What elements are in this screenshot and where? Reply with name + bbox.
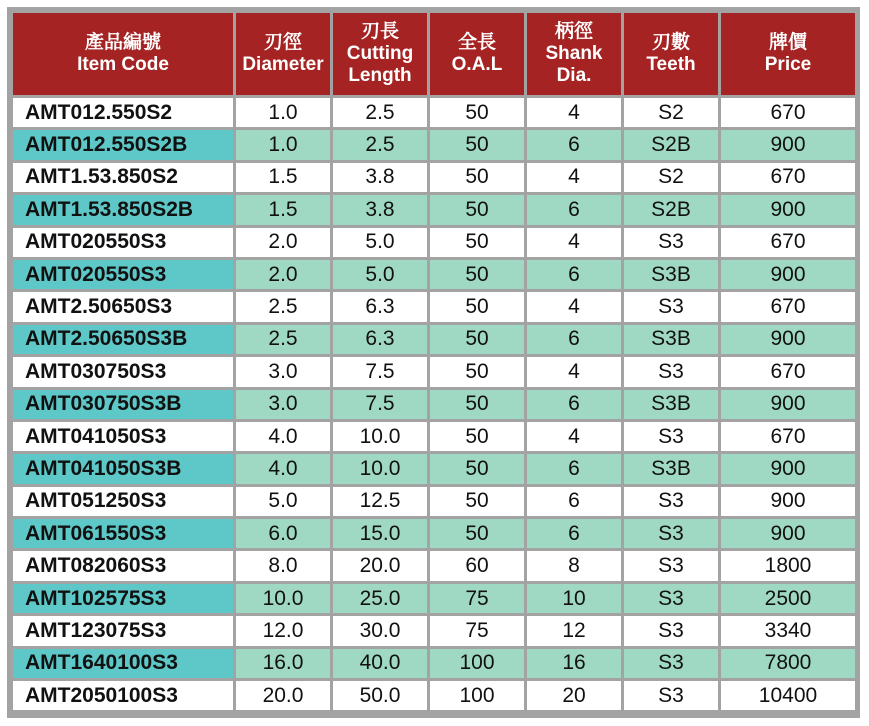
- cutting-length-cell: 25.0: [333, 584, 427, 613]
- price-table: [10, 10, 858, 713]
- header-label-en: Shank: [545, 43, 603, 64]
- price-cell: 7800: [721, 649, 855, 678]
- item-code-cell: AMT2.50650S3: [13, 292, 233, 321]
- table-row: [13, 681, 855, 710]
- teeth-cell: S3: [624, 551, 718, 580]
- teeth-cell: S2: [624, 98, 718, 127]
- oal-cell: 50: [430, 325, 524, 354]
- header-label-en-2: Dia.: [556, 65, 592, 86]
- cutting-length-cell: 2.5: [333, 130, 427, 159]
- shank-dia-cell: 16: [527, 649, 621, 678]
- header-label-zh: 產品編號: [84, 32, 161, 53]
- oal-cell: 50: [430, 422, 524, 451]
- shank-dia-cell: 4: [527, 228, 621, 257]
- shank-dia-cell: 4: [527, 422, 621, 451]
- diameter-cell: 1.0: [236, 130, 330, 159]
- shank-dia-cell: 6: [527, 260, 621, 289]
- shank-dia-cell: 4: [527, 98, 621, 127]
- teeth-cell: S2B: [624, 195, 718, 224]
- table-row: [13, 616, 855, 645]
- table-row: [13, 584, 855, 613]
- header-price: [721, 13, 855, 95]
- teeth-cell: S3: [624, 616, 718, 645]
- cutting-length-cell: 20.0: [333, 551, 427, 580]
- item-code-cell: AMT020550S3: [13, 228, 233, 257]
- diameter-cell: 2.0: [236, 228, 330, 257]
- table-row: [13, 649, 855, 678]
- price-cell: 670: [721, 163, 855, 192]
- oal-cell: 100: [430, 649, 524, 678]
- teeth-cell: S2: [624, 163, 718, 192]
- diameter-cell: 8.0: [236, 551, 330, 580]
- diameter-cell: 3.0: [236, 390, 330, 419]
- shank-dia-cell: 8: [527, 551, 621, 580]
- teeth-cell: S3B: [624, 325, 718, 354]
- oal-cell: 50: [430, 292, 524, 321]
- table-header: [13, 13, 855, 95]
- price-cell: 900: [721, 487, 855, 516]
- teeth-cell: S3B: [624, 454, 718, 483]
- item-code-cell: AMT030750S3: [13, 357, 233, 386]
- oal-cell: 50: [430, 357, 524, 386]
- item-code-cell: AMT012.550S2: [13, 98, 233, 127]
- header-label-en: Cutting: [346, 43, 414, 64]
- header-teeth: [624, 13, 718, 95]
- price-cell: 900: [721, 454, 855, 483]
- header-label-en: Price: [764, 54, 812, 75]
- header-label-zh: 刃長: [360, 21, 399, 42]
- oal-cell: 75: [430, 584, 524, 613]
- diameter-cell: 10.0: [236, 584, 330, 613]
- shank-dia-cell: 6: [527, 130, 621, 159]
- cutting-length-cell: 7.5: [333, 390, 427, 419]
- price-cell: 670: [721, 292, 855, 321]
- header-shank-dia: [527, 13, 621, 95]
- cutting-length-cell: 10.0: [333, 454, 427, 483]
- cutting-length-cell: 40.0: [333, 649, 427, 678]
- price-cell: 670: [721, 98, 855, 127]
- header-label-zh: 全長: [457, 32, 496, 53]
- item-code-cell: AMT041050S3: [13, 422, 233, 451]
- teeth-cell: S3: [624, 292, 718, 321]
- header-label-zh: 刃數: [651, 32, 690, 53]
- teeth-cell: S2B: [624, 130, 718, 159]
- shank-dia-cell: 12: [527, 616, 621, 645]
- item-code-cell: AMT123075S3: [13, 616, 233, 645]
- oal-cell: 50: [430, 195, 524, 224]
- oal-cell: 50: [430, 130, 524, 159]
- teeth-cell: S3: [624, 228, 718, 257]
- header-oal: [430, 13, 524, 95]
- header-label-en-2: Length: [348, 65, 412, 86]
- price-cell: 1800: [721, 551, 855, 580]
- oal-cell: 75: [430, 616, 524, 645]
- cutting-length-cell: 10.0: [333, 422, 427, 451]
- diameter-cell: 1.0: [236, 98, 330, 127]
- price-table-frame: [7, 7, 860, 718]
- diameter-cell: 1.5: [236, 195, 330, 224]
- cutting-length-cell: 6.3: [333, 325, 427, 354]
- item-code-cell: AMT012.550S2B: [13, 130, 233, 159]
- header-row: [13, 13, 855, 95]
- oal-cell: 50: [430, 260, 524, 289]
- header-cutting-length: [333, 13, 427, 95]
- diameter-cell: 4.0: [236, 422, 330, 451]
- item-code-cell: AMT051250S3: [13, 487, 233, 516]
- cutting-length-cell: 7.5: [333, 357, 427, 386]
- oal-cell: 50: [430, 487, 524, 516]
- diameter-cell: 20.0: [236, 681, 330, 710]
- table-row: [13, 228, 855, 257]
- table-row: [13, 390, 855, 419]
- teeth-cell: S3: [624, 649, 718, 678]
- price-cell: 10400: [721, 681, 855, 710]
- price-cell: 900: [721, 195, 855, 224]
- teeth-cell: S3: [624, 519, 718, 548]
- table-row: [13, 98, 855, 127]
- table-row: [13, 487, 855, 516]
- item-code-cell: AMT1.53.850S2B: [13, 195, 233, 224]
- diameter-cell: 3.0: [236, 357, 330, 386]
- shank-dia-cell: 6: [527, 325, 621, 354]
- teeth-cell: S3B: [624, 260, 718, 289]
- cutting-length-cell: 3.8: [333, 195, 427, 224]
- item-code-cell: AMT041050S3B: [13, 454, 233, 483]
- table-row: [13, 163, 855, 192]
- teeth-cell: S3: [624, 422, 718, 451]
- price-cell: 670: [721, 228, 855, 257]
- shank-dia-cell: 4: [527, 163, 621, 192]
- header-label-en: Item Code: [77, 54, 169, 75]
- oal-cell: 50: [430, 519, 524, 548]
- item-code-cell: AMT2050100S3: [13, 681, 233, 710]
- table-body: [13, 98, 855, 710]
- shank-dia-cell: 4: [527, 292, 621, 321]
- price-cell: 900: [721, 390, 855, 419]
- diameter-cell: 2.0: [236, 260, 330, 289]
- oal-cell: 50: [430, 390, 524, 419]
- teeth-cell: S3: [624, 357, 718, 386]
- item-code-cell: AMT061550S3: [13, 519, 233, 548]
- header-label-en: O.A.L: [451, 54, 503, 75]
- price-cell: 900: [721, 130, 855, 159]
- shank-dia-cell: 6: [527, 454, 621, 483]
- item-code-cell: AMT082060S3: [13, 551, 233, 580]
- table-row: [13, 292, 855, 321]
- diameter-cell: 1.5: [236, 163, 330, 192]
- table-row: [13, 551, 855, 580]
- item-code-cell: AMT030750S3B: [13, 390, 233, 419]
- header-label-en: Teeth: [646, 54, 696, 75]
- price-cell: 670: [721, 357, 855, 386]
- diameter-cell: 2.5: [236, 292, 330, 321]
- diameter-cell: 2.5: [236, 325, 330, 354]
- table-row: [13, 519, 855, 548]
- item-code-cell: AMT1640100S3: [13, 649, 233, 678]
- price-cell: 670: [721, 422, 855, 451]
- header-diameter: [236, 13, 330, 95]
- item-code-cell: AMT2.50650S3B: [13, 325, 233, 354]
- table-row: [13, 195, 855, 224]
- oal-cell: 100: [430, 681, 524, 710]
- price-cell: 900: [721, 260, 855, 289]
- header-label-zh: 牌價: [768, 32, 807, 53]
- diameter-cell: 12.0: [236, 616, 330, 645]
- cutting-length-cell: 3.8: [333, 163, 427, 192]
- price-cell: 3340: [721, 616, 855, 645]
- header-label-en: Diameter: [242, 54, 324, 75]
- cutting-length-cell: 2.5: [333, 98, 427, 127]
- table-row: [13, 454, 855, 483]
- oal-cell: 50: [430, 98, 524, 127]
- header-label-zh: 柄徑: [554, 21, 593, 42]
- teeth-cell: S3: [624, 584, 718, 613]
- shank-dia-cell: 6: [527, 519, 621, 548]
- price-cell: 900: [721, 519, 855, 548]
- shank-dia-cell: 10: [527, 584, 621, 613]
- teeth-cell: S3: [624, 681, 718, 710]
- diameter-cell: 16.0: [236, 649, 330, 678]
- header-item-code: [13, 13, 233, 95]
- cutting-length-cell: 12.5: [333, 487, 427, 516]
- header-label-zh: 刃徑: [263, 32, 302, 53]
- item-code-cell: AMT102575S3: [13, 584, 233, 613]
- diameter-cell: 5.0: [236, 487, 330, 516]
- cutting-length-cell: 15.0: [333, 519, 427, 548]
- oal-cell: 50: [430, 454, 524, 483]
- teeth-cell: S3: [624, 487, 718, 516]
- shank-dia-cell: 6: [527, 390, 621, 419]
- shank-dia-cell: 20: [527, 681, 621, 710]
- table-row: [13, 260, 855, 289]
- price-cell: 2500: [721, 584, 855, 613]
- shank-dia-cell: 6: [527, 487, 621, 516]
- shank-dia-cell: 6: [527, 195, 621, 224]
- table-row: [13, 422, 855, 451]
- cutting-length-cell: 30.0: [333, 616, 427, 645]
- cutting-length-cell: 50.0: [333, 681, 427, 710]
- oal-cell: 60: [430, 551, 524, 580]
- item-code-cell: AMT1.53.850S2: [13, 163, 233, 192]
- cutting-length-cell: 5.0: [333, 260, 427, 289]
- teeth-cell: S3B: [624, 390, 718, 419]
- diameter-cell: 6.0: [236, 519, 330, 548]
- shank-dia-cell: 4: [527, 357, 621, 386]
- item-code-cell: AMT020550S3: [13, 260, 233, 289]
- cutting-length-cell: 5.0: [333, 228, 427, 257]
- diameter-cell: 4.0: [236, 454, 330, 483]
- cutting-length-cell: 6.3: [333, 292, 427, 321]
- price-cell: 900: [721, 325, 855, 354]
- table-row: [13, 325, 855, 354]
- oal-cell: 50: [430, 163, 524, 192]
- oal-cell: 50: [430, 228, 524, 257]
- table-row: [13, 130, 855, 159]
- table-row: [13, 357, 855, 386]
